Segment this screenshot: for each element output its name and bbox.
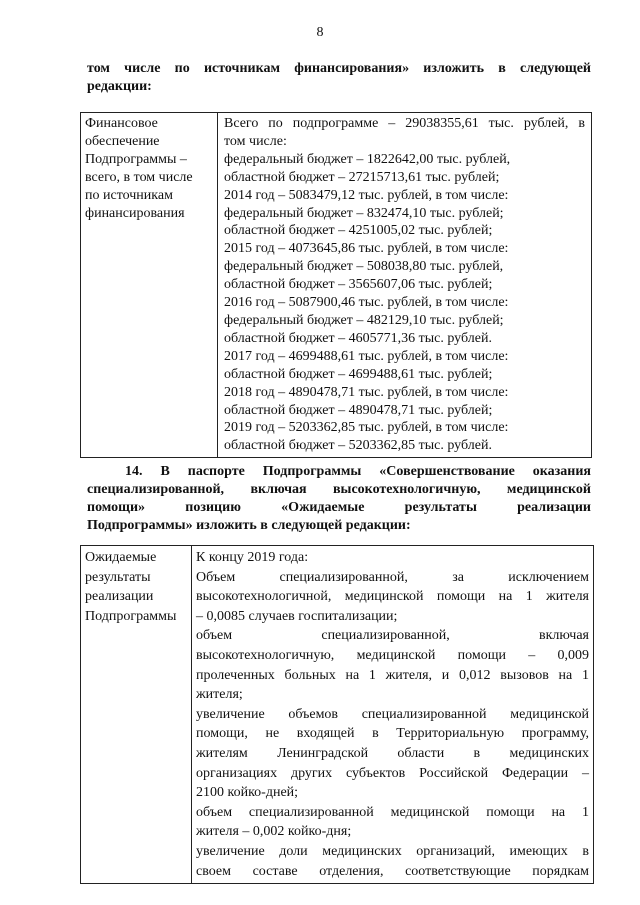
funding-label-cell xyxy=(81,113,218,458)
expected-results-table xyxy=(80,545,594,884)
funding-line: федеральный бюджет – 482129,10 тыс. рублей; xyxy=(224,312,504,328)
results-line: объем специализированной медицинской помощи на 1 xyxy=(196,804,589,820)
page-number: 8 xyxy=(316,25,324,40)
label-line: по источникам xyxy=(85,187,173,203)
intro-line: том числе по источникам финансирования» изложить в следующей xyxy=(87,61,591,76)
label-line: финансирования xyxy=(85,205,185,221)
label-line: результаты xyxy=(85,569,151,585)
funding-line: том числе: xyxy=(224,133,287,149)
label-line: Подпрограммы xyxy=(85,608,177,624)
funding-line: областной бюджет – 4890478,71 тыс. рублей; xyxy=(224,402,493,418)
funding-line: Всего по подпрограмме – 29038355,61 тыс. рублей, в xyxy=(224,116,585,131)
results-line: своем составе отделения, соответствующие порядкам xyxy=(196,863,589,879)
funding-line: областной бюджет – 4605771,36 тыс. рублей. xyxy=(224,330,492,346)
label-line: реализации xyxy=(85,589,154,605)
funding-content-cell xyxy=(218,113,592,458)
results-line: высокотехнологичной, медицинской помощи на 1 жителя xyxy=(196,589,589,605)
results-label-cell xyxy=(81,546,192,884)
label-line: Ожидаемые xyxy=(85,550,157,565)
results-content-cell xyxy=(192,546,594,884)
results-line: организациях других субъектов Российской Федерации – xyxy=(196,765,589,781)
results-line: К концу 2019 года: xyxy=(196,550,309,565)
results-line: пролеченных больных на 1 жителя, и 0,012 вызовов на 1 xyxy=(196,667,589,683)
results-line: жителям Ленинградской области в медицинских xyxy=(196,745,589,761)
funding-line: 2019 год – 5203362,85 тыс. рублей, в том числе: xyxy=(224,420,509,436)
funding-line: областной бюджет – 3565607,06 тыс. рублей; xyxy=(224,277,493,293)
results-line: – 0,0085 случаев госпитализации; xyxy=(196,608,398,624)
funding-table xyxy=(80,112,592,458)
section-14-line: помощи» позицию «Ожидаемые результаты реализации xyxy=(87,500,591,515)
funding-line: федеральный бюджет – 832474,10 тыс. рублей; xyxy=(224,205,504,221)
funding-line: областной бюджет – 4699488,61 тыс. рублей; xyxy=(224,366,493,382)
intro-paragraph xyxy=(87,60,591,96)
results-line: жителя – 0,002 койко-дня; xyxy=(196,824,352,840)
funding-line: областной бюджет – 5203362,85 тыс. рублей. xyxy=(224,438,492,454)
funding-line: 2017 год – 4699488,61 тыс. рублей, в том числе: xyxy=(224,348,509,364)
results-line: объем специализированной, включая xyxy=(196,628,589,644)
results-line: 2100 койко-дней; xyxy=(196,785,299,801)
funding-line: областной бюджет – 4251005,02 тыс. рублей; xyxy=(224,223,493,239)
label-line: Подпрограммы – xyxy=(85,151,187,167)
results-line: помощи, не входящей в Территориальную программу, xyxy=(196,726,589,742)
funding-line: 2016 год – 5087900,46 тыс. рублей, в том числе: xyxy=(224,295,509,311)
label-line: Финансовое xyxy=(85,116,158,131)
results-line: жителя; xyxy=(196,687,243,703)
section-14-line: Подпрограммы» изложить в следующей редакции: xyxy=(87,518,411,533)
funding-line: областной бюджет – 27215713,61 тыс. рублей; xyxy=(224,169,500,185)
section-14-line: специализированной, включая высокотехнологичную, медицинской xyxy=(87,482,591,497)
funding-line: 2018 год – 4890478,71 тыс. рублей, в том числе: xyxy=(224,384,509,400)
label-line: обеспечение xyxy=(85,133,160,149)
results-line: Объем специализированной, за исключением xyxy=(196,569,589,585)
section-14-line: 14. В паспорте Подпрограммы «Совершенствование оказания xyxy=(125,464,591,479)
section-14-paragraph xyxy=(87,463,591,535)
results-line: высокотехнологичную, медицинской помощи – 0,009 xyxy=(196,647,589,663)
results-line: увеличение доли медицинских организаций, имеющих в xyxy=(196,843,589,859)
results-line: увеличение объемов специализированной медицинской xyxy=(196,706,589,722)
intro-line: редакции: xyxy=(87,79,152,94)
funding-line: 2014 год – 5083479,12 тыс. рублей, в том числе: xyxy=(224,187,509,203)
funding-line: федеральный бюджет – 508038,80 тыс. рублей, xyxy=(224,259,504,275)
funding-line: 2015 год – 4073645,86 тыс. рублей, в том числе: xyxy=(224,241,509,257)
funding-line: федеральный бюджет – 1822642,00 тыс. рублей, xyxy=(224,151,511,167)
label-line: всего, в том числе xyxy=(85,169,193,185)
